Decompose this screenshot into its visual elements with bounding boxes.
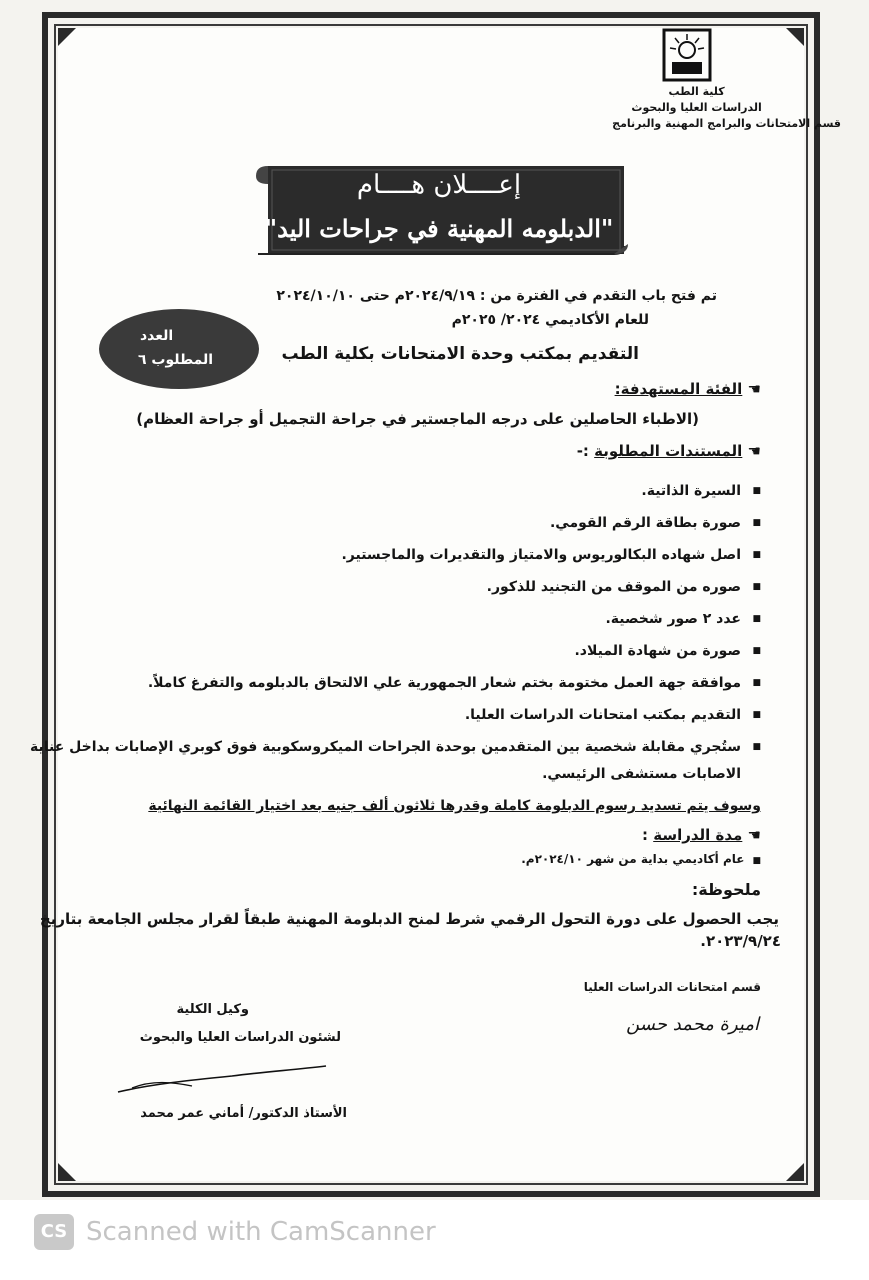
note-heading: ملحوظة: bbox=[691, 880, 761, 899]
list-item: ■ صوره من الموقف من التجنيد للذكور. bbox=[101, 576, 761, 608]
list-item: ■ ستُجري مقابلة شخصية بين المتقدمين بوحدة الجراحات الميكروسكوبية فوق كوبري الإصابات بداخل عناية bbox=[101, 736, 761, 768]
target-text: (الاطباء الحاصلين على درجه الماجستير في جراحة التجميل أو جراحة العظام) bbox=[136, 410, 699, 428]
list-item: ■ التقديم بمكتب امتحانات الدراسات العليا. bbox=[101, 704, 761, 736]
banner-subtitle: "الدبلومه المهنية في جراحات اليد" bbox=[264, 214, 614, 243]
list-item: ■ اصل شهاده البكالوريوس والامتياز والتقديرات والماجستير. bbox=[101, 544, 761, 576]
dept-graduate-studies: الدراسات العليا والبحوث bbox=[631, 101, 762, 114]
note-line-2: ٢٠٢٣/٩/٢٤. bbox=[700, 932, 781, 950]
required-count-badge bbox=[96, 306, 262, 392]
camscanner-text: Scanned with CamScanner bbox=[86, 1217, 436, 1247]
intro-year: للعام الأكاديمي ٢٠٢٤/ ٢٠٢٥م bbox=[451, 312, 649, 328]
target-heading-text: الفئة المستهدفة: bbox=[614, 380, 743, 398]
interview-continuation: الاصابات مستشفى الرئيسي. bbox=[542, 766, 741, 782]
duration-heading bbox=[642, 826, 761, 844]
faculty-name: كلية الطب bbox=[668, 85, 725, 98]
intro-period: تم فتح باب التقدم في الفترة من : ٢٠٢٤/٩/١٩م حتى ٢٠٢٤/١٠/١٠ bbox=[276, 288, 717, 304]
duration-heading-suffix: : bbox=[641, 826, 648, 844]
list-item: ■ صورة بطاقة الرقم القومي. bbox=[101, 512, 761, 544]
handwritten-signature-icon bbox=[112, 1058, 332, 1098]
dept-sign-label: قسم امتحانات الدراسات العليا bbox=[583, 980, 761, 994]
list-item: ■ صورة من شهادة الميلاد. bbox=[101, 640, 761, 672]
pointer-icon: ☚ bbox=[747, 442, 761, 460]
documents-heading-suffix: :- bbox=[576, 442, 589, 460]
dept-exams: قسم الامتحانات والبرامج المهنية والبرنامج bbox=[612, 117, 841, 130]
list-item: ■ السيرة الذاتية. bbox=[101, 480, 761, 512]
list-item: ■ عدد ٢ صور شخصية. bbox=[101, 608, 761, 640]
vice-dean-title: وكيل الكلية bbox=[176, 1002, 249, 1017]
bullet-icon: ■ bbox=[752, 856, 761, 866]
target-heading bbox=[615, 380, 761, 398]
duration-text: عام أكاديمي بداية من شهر ٢٠٢٤/١٠م. bbox=[521, 852, 745, 866]
vice-dean-name: الأستاذ الدكتور/ أماني عمر محمد bbox=[140, 1106, 347, 1121]
fees-statement: وسوف يتم تسديد رسوم الدبلومة كاملة وقدرها ثلاثون ألف جنيه بعد اختيار القائمة النهائية bbox=[148, 798, 761, 814]
badge-label: العدد bbox=[140, 328, 174, 344]
documents-heading bbox=[577, 442, 761, 460]
list-item: ■ موافقة جهة العمل مختومة بختم شعار الجمهورية علي الالتحاق بالدبلومه والتفرغ كاملاً. bbox=[101, 672, 761, 704]
documents-heading-text: المستندات المطلوبة bbox=[594, 442, 743, 460]
documents-list bbox=[30, 480, 761, 768]
banner-title: إعــــلان هــــام bbox=[356, 170, 522, 200]
camscanner-logo: CS bbox=[34, 1214, 74, 1250]
pointer-icon: ☚ bbox=[747, 380, 761, 398]
badge-value: المطلوب ٦ bbox=[138, 352, 214, 368]
intro-location: التقديم بمكتب وحدة الامتحانات بكلية الطب bbox=[281, 344, 639, 364]
university-logo-icon bbox=[662, 28, 712, 82]
pointer-icon: ☚ bbox=[747, 826, 761, 844]
dept-signature: اميرة محمد حسن bbox=[626, 1014, 759, 1035]
vice-dean-portfolio: لشئون الدراسات العليا والبحوث bbox=[139, 1030, 341, 1045]
duration-heading-text: مدة الدراسة bbox=[653, 826, 743, 844]
note-line-1: يجب الحصول على دورة التحول الرقمي شرط لمنح الدبلومة المهنية طبقاً لقرار مجلس الجامعة بتاريخ bbox=[39, 910, 779, 928]
duration-item bbox=[521, 852, 761, 866]
